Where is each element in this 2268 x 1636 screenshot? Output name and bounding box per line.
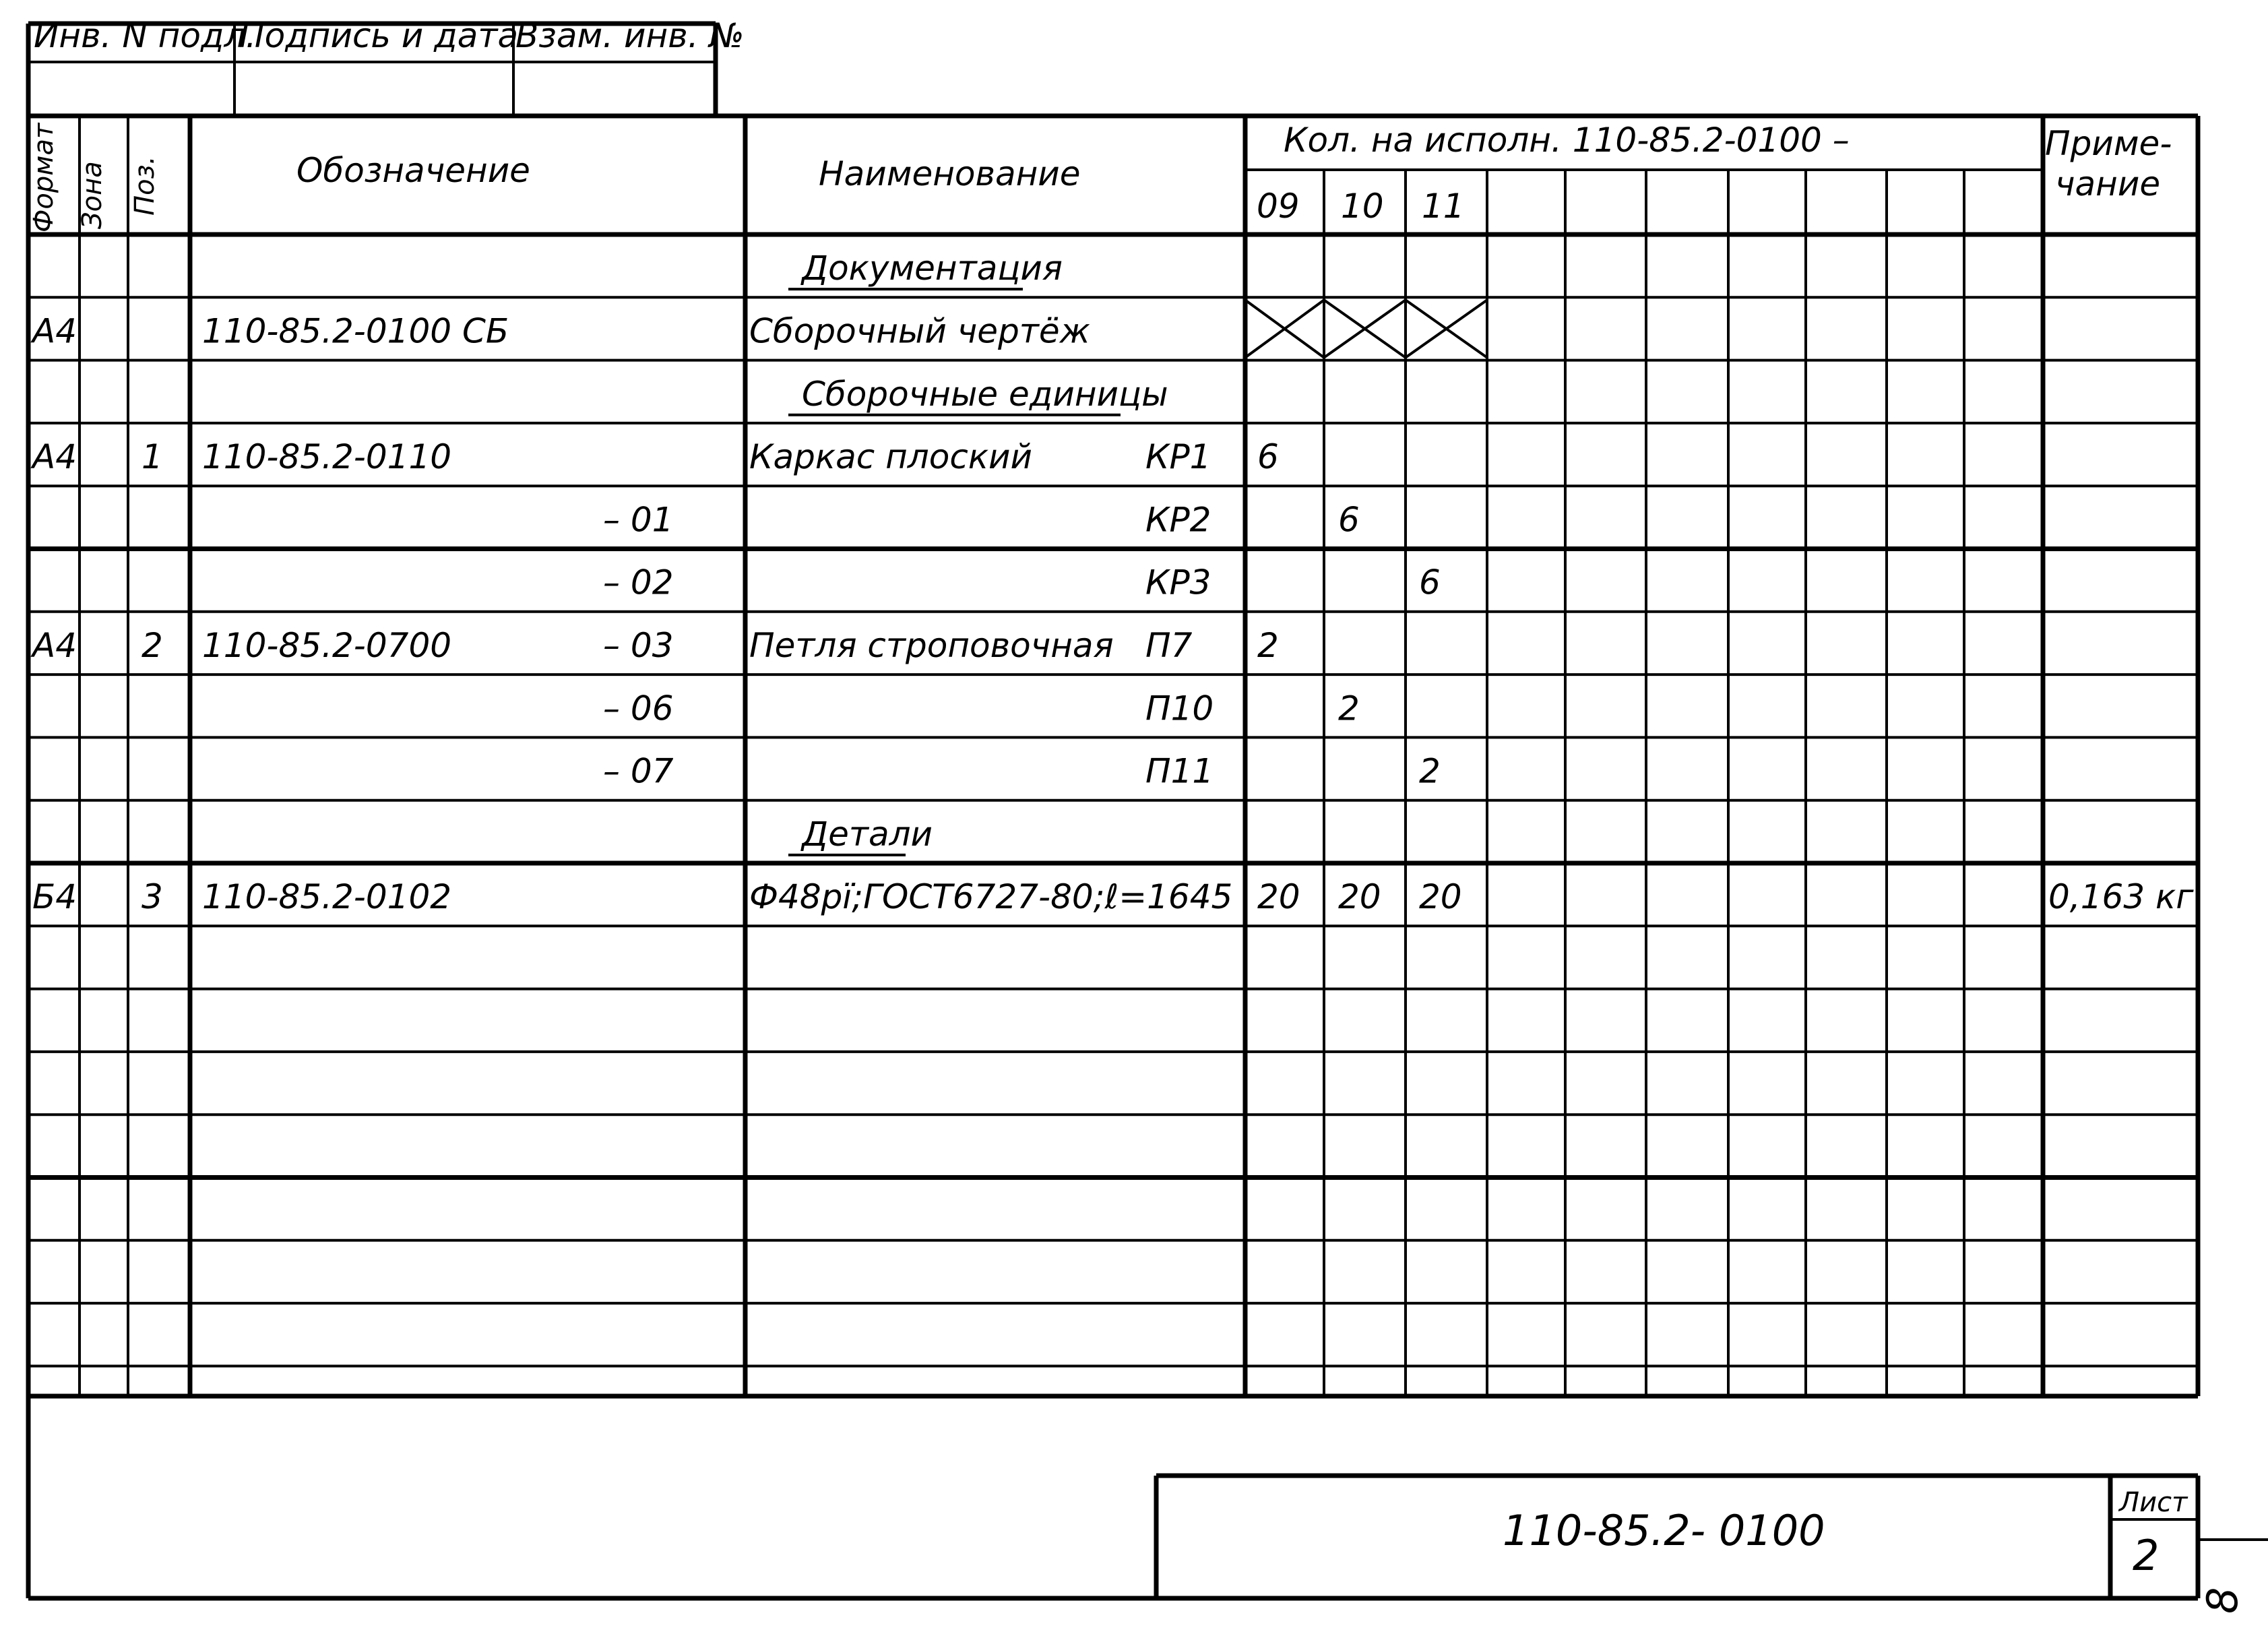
table-grid xyxy=(28,24,2268,1598)
cell-qty-09: 6 xyxy=(1257,437,1279,477)
section-heading: Документация xyxy=(802,249,1063,288)
header-primechanie-1: Приме- xyxy=(2045,124,2172,163)
table-row xyxy=(30,437,1279,476)
header-naimenovanie: Наименование xyxy=(819,154,1081,193)
cell-format: А4 xyxy=(32,311,77,351)
table-rows xyxy=(30,249,2194,916)
cell-qty-11: 2 xyxy=(1419,751,1441,791)
table-row xyxy=(603,752,1441,791)
cell-poz: 3 xyxy=(141,877,163,917)
cell-ispolnenie: – 03 xyxy=(603,625,674,665)
header-oboznachenie: Обозначение xyxy=(296,151,530,190)
table-row xyxy=(788,375,1168,415)
header-poz: Поз. xyxy=(129,156,160,216)
titleblock-list-no: 2 xyxy=(2133,1531,2160,1580)
header-variant-10: 10 xyxy=(1341,187,1384,226)
cell-format: Б4 xyxy=(32,877,77,917)
cell-qty-10: 2 xyxy=(1338,689,1360,728)
stamp-podpis-data: Подпись и дата xyxy=(239,16,519,55)
cell-mark: П11 xyxy=(1145,751,1214,791)
cell-qty-09: 2 xyxy=(1257,625,1279,665)
cell-mark: КР1 xyxy=(1145,437,1211,477)
cell-ispolnenie: – 01 xyxy=(603,500,674,540)
cell-oboznachenie: 110-85.2-0700 xyxy=(202,625,452,665)
cell-format: А4 xyxy=(32,625,77,665)
cell-qty-11: 6 xyxy=(1419,563,1441,602)
table-row xyxy=(30,626,1279,665)
cell-ispolnenie: – 06 xyxy=(603,689,674,728)
section-heading: Сборочные единицы xyxy=(802,374,1168,414)
cell-poz: 1 xyxy=(141,437,163,477)
cell-naimenovanie: Каркас плоский xyxy=(749,437,1033,477)
table-row xyxy=(603,563,1441,602)
cell-qty-10: 6 xyxy=(1338,500,1360,540)
titleblock-code: 110-85.2- 0100 xyxy=(1503,1506,1825,1555)
header-kol-na-ispoln: Кол. на исполн. 110-85.2-0100 – xyxy=(1284,121,1850,160)
cell-oboznachenie: 110-85.2-0110 xyxy=(202,437,452,477)
cell-qty-11: 20 xyxy=(1419,877,1462,917)
section-heading: Детали xyxy=(802,814,933,854)
header-variant-11: 11 xyxy=(1422,187,1465,226)
cell-ispolnenie: – 07 xyxy=(603,751,674,791)
header-primechanie-2: чание xyxy=(2055,164,2161,203)
cell-mark: КР2 xyxy=(1145,500,1211,540)
cell-oboznachenie: 110-85.2-0100 СБ xyxy=(202,311,509,351)
margin-number: 8 xyxy=(2198,1587,2247,1614)
crossed-cells xyxy=(1245,300,1487,357)
stamp-inv-podl: Инв. N подл. xyxy=(34,16,257,55)
header-variant-09: 09 xyxy=(1257,187,1300,226)
cell-oboznachenie: 110-85.2-0102 xyxy=(202,877,452,917)
titleblock-list-label: Лист xyxy=(2119,1487,2188,1518)
cell-qty-10: 20 xyxy=(1338,877,1381,917)
cell-mark: П7 xyxy=(1145,625,1193,665)
cell-poz: 2 xyxy=(141,625,163,665)
cell-mark: П10 xyxy=(1145,689,1214,728)
cell-primechanie: 0,163 кг xyxy=(2048,877,2194,917)
header-zona: Зона xyxy=(77,161,108,229)
cell-naimenovanie: Ф48рї;ГОСТ6727-80;ℓ=1645 xyxy=(749,877,1233,917)
table-row xyxy=(32,877,2194,916)
cell-qty-09: 20 xyxy=(1257,877,1300,917)
table-row xyxy=(788,249,1063,289)
table-row xyxy=(788,815,933,855)
cell-ispolnenie: – 02 xyxy=(603,563,674,602)
cell-naimenovanie: Сборочный чертёж xyxy=(749,311,1090,351)
header-format: Формат xyxy=(28,123,59,232)
cell-format: А4 xyxy=(32,437,77,477)
stamp-vzam-inv: Взам. инв. № xyxy=(515,16,745,55)
cell-mark: КР3 xyxy=(1145,563,1211,602)
cell-naimenovanie: Петля строповочная xyxy=(749,625,1114,665)
